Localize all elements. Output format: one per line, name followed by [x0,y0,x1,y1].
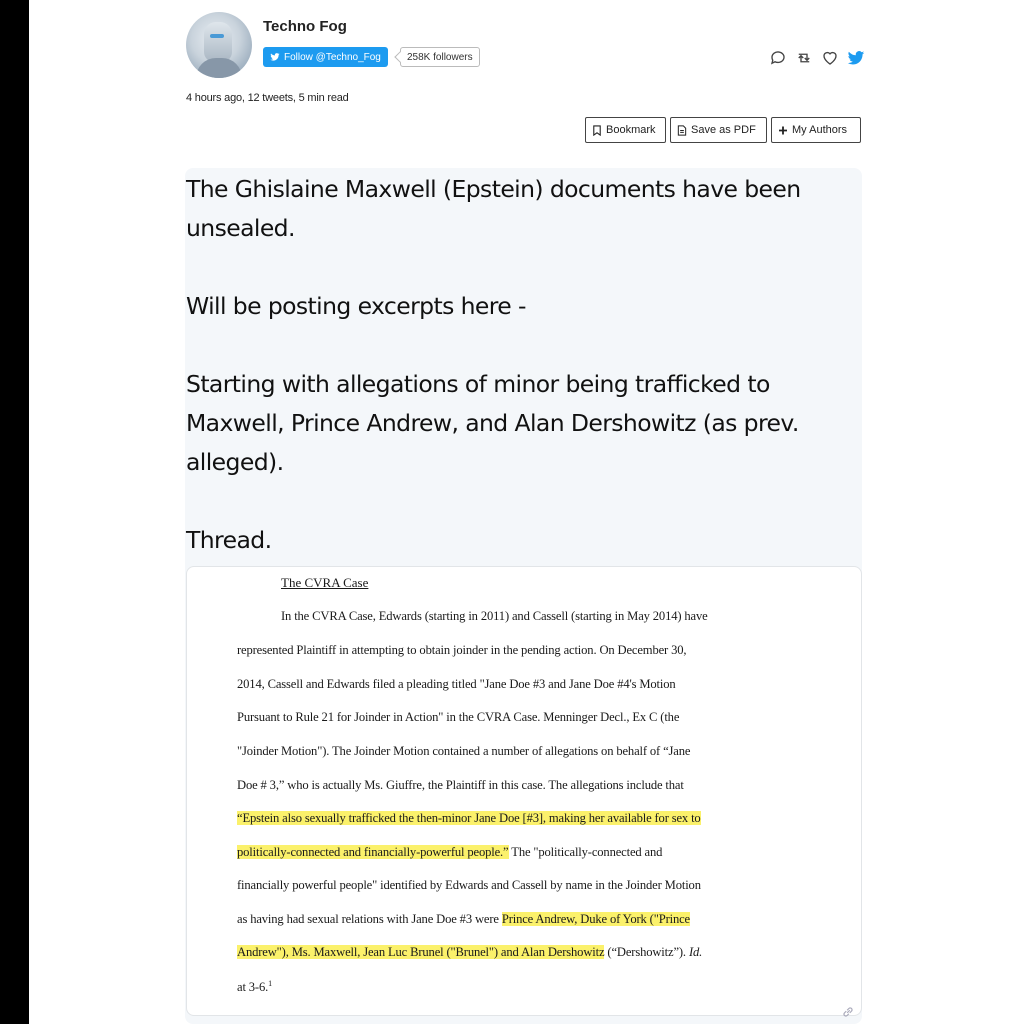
document-line: Pursuant to Rule 21 for Joinder in Action" in the CVRA Case. Menninger Decl., Ex C (the [237,710,680,724]
author-avatar[interactable] [186,12,252,78]
avatar-eye [210,34,224,38]
tweet-line: Maxwell, Prince Andrew, and Alan Dershowitz (as prev. [186,409,799,437]
my-authors-button[interactable] [771,117,861,143]
tweet-line: alleged). [186,448,284,476]
left-black-bar [0,0,29,1024]
reply-icon[interactable] [768,48,788,68]
tweet-line: unsealed. [186,214,295,242]
save-as-pdf-label: Save as PDF [691,124,756,136]
avatar-face [204,22,232,62]
document-text: (“Dershowitz”). [604,945,689,959]
highlighted-text: politically-connected and financially-powerful people.” [237,845,509,859]
like-icon[interactable] [820,48,840,68]
tweet-text [186,170,846,560]
document-line [237,845,662,860]
document-text: at 3-6. [237,980,269,995]
document-text: as having had sexual relations with Jane Doe #3 were [237,912,502,926]
document-line: "Joinder Motion"). The Joinder Motion contained a number of allegations on behalf of “Jane [237,744,691,758]
my-authors-label: My Authors [792,124,848,136]
footnote-marker: 1 [268,979,272,988]
followers-count: 258K followers [407,51,473,63]
retweet-icon[interactable] [794,48,814,68]
document-line: Doe # 3,” who is actually Ms. Giuffre, the Plaintiff in this case. The allegations include that [237,778,684,792]
document-line [237,811,701,826]
document-excerpt-image[interactable] [186,566,862,1016]
document-line [237,945,702,960]
document-text-italic: Id. [688,945,703,959]
link-icon[interactable] [841,1005,855,1019]
twitter-bird-icon[interactable] [846,48,866,68]
tweet-line: Will be posting excerpts here - [186,292,526,320]
bookmark-icon [592,125,602,136]
followers-count-badge [400,47,480,67]
bookmark-label: Bookmark [606,124,656,136]
tweet-line: Thread. [186,526,272,554]
follow-button[interactable] [263,47,388,67]
document-line: In the CVRA Case, Edwards (starting in 2011) and Cassell (starting in May 2014) have [281,609,708,623]
save-as-pdf-button[interactable] [670,117,767,143]
tweet-line: The Ghislaine Maxwell (Epstein) documents have been [186,175,801,203]
document-line: 2014, Cassell and Edwards filed a pleading titled "Jane Doe #3 and Jane Doe #4's Motion [237,677,676,691]
follow-label: Follow @Techno_Fog [284,51,381,63]
author-name[interactable]: Techno Fog [263,18,347,35]
thread-meta: 4 hours ago, 12 tweets, 5 min read [186,92,349,104]
document-line [237,912,690,927]
highlighted-text: Andrew"), Ms. Maxwell, Jean Luc Brunel ("Brunel") and Alan Dershowitz [237,945,605,959]
tweet-line: Starting with allegations of minor being trafficked to [186,370,770,398]
bookmark-button[interactable] [585,117,666,143]
twitter-bird-icon [270,52,280,62]
plus-icon [778,125,788,136]
document-text: The "politically-connected and [508,845,663,859]
highlighted-text: Prince Andrew, Duke of York ("Prince [501,912,690,926]
document-line: financially powerful people" identified by Edwards and Cassell by name in the Joinder Motion [237,878,701,892]
avatar-body [196,58,242,78]
highlighted-text: “Epstein also sexually trafficked the then-minor Jane Doe [#3], making her available for sex to [237,811,701,825]
thread-toolbar [585,117,861,143]
pdf-file-icon [677,125,687,136]
tweet-actions [768,48,866,68]
document-line [237,979,272,995]
document-line: represented Plaintiff in attempting to obtain joinder in the pending action. On December 30, [237,643,687,657]
document-heading: The CVRA Case [281,575,369,590]
